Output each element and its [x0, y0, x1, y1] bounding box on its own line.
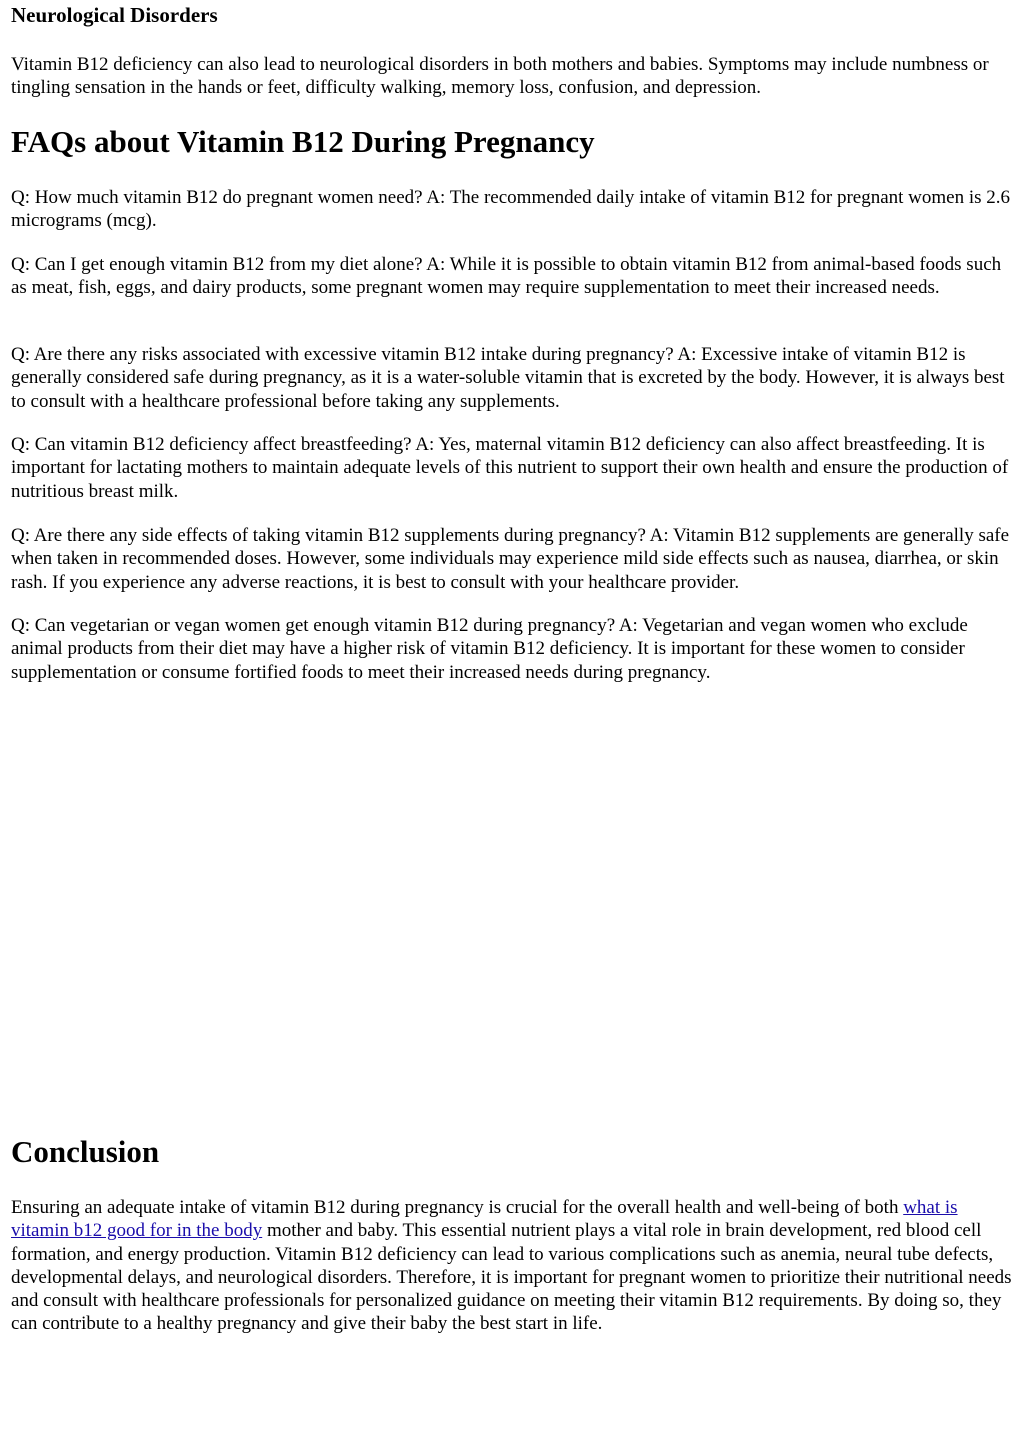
- conclusion-paragraph: [11, 1196, 1013, 1336]
- vitamin-b12-body-link[interactable]: what is vitamin b12 good for in the body: [11, 1197, 958, 1242]
- faq-item-5: Q: Are there any side effects of taking vitamin B12 supplements during pregnancy? A: Vitamin B12 supplements are generally safe when taken in recommended doses. However, some individuals may experience mild side effects such as nausea, diarrhea, or skin rash. If you experience any adverse reactions, it is best to consult with your healthcare provider.: [11, 525, 1010, 593]
- faq-item-6: Q: Can vegetarian or vegan women get enough vitamin B12 during pregnancy? A: Vegetarian and vegan women who exclude animal products from their diet may have a higher risk of vitamin B12 deficiency. It is important for these women to consider supplementation or consume fortified foods to meet their increased needs during pregnancy.: [11, 615, 968, 683]
- faq-item-1: Q: How much vitamin B12 do pregnant women need? A: The recommended daily intake of vitamin B12 for pregnant women is 2.6 micrograms (mcg).: [11, 187, 1011, 232]
- neurological-disorders-paragraph: Vitamin B12 deficiency can also lead to neurological disorders in both mothers and babies. Symptoms may include numbness or tingling sensation in the hands or feet, difficulty walking, memory loss, confusion, and depression.: [11, 54, 989, 99]
- faq-item-4: Q: Can vitamin B12 deficiency affect breastfeeding? A: Yes, maternal vitamin B12 deficiency can also affect breastfeeding. It is important for lactating mothers to maintain adequate levels of this nutrient to support their own health and ensure the production of nutritious breast milk.: [11, 434, 1009, 502]
- conclusion-text-before-link: Ensuring an adequate intake of vitamin B12 during pregnancy is crucial for the overall health and well-being of both: [11, 1197, 904, 1218]
- conclusion-heading: Conclusion: [11, 1134, 160, 1169]
- conclusion-text-after-link: mother and baby. This essential nutrient plays a vital role in brain development, red blood cell formation, and energy production. Vitamin B12 deficiency can lead to various complications such as anemia, neural tube defects, developmental delays, and neurological disorders. Therefore, it is important for pregnant women to prioritize their nutritional needs and consult with healthcare professionals for personalized guidance on meeting their vitamin B12 requirements. By doing so, they can contribute to a healthy pregnancy and give their baby the best start in life.: [11, 1220, 1012, 1335]
- neurological-disorders-heading: Neurological Disorders: [11, 3, 218, 27]
- faq-item-3: Q: Are there any risks associated with excessive vitamin B12 intake during pregnancy? A: Excessive intake of vitamin B12 is generally considered safe during pregnancy, as it is a water-soluble vitamin that is excreted by the body. However, it is always best to consult with a healthcare professional before taking any supplements.: [11, 344, 1005, 412]
- faqs-heading: FAQs about Vitamin B12 During Pregnancy: [11, 124, 595, 159]
- faq-item-2: Q: Can I get enough vitamin B12 from my diet alone? A: While it is possible to obtain vitamin B12 from animal-based foods such as meat, fish, eggs, and dairy products, some pregnant women may require supplementation to meet their increased needs.: [11, 254, 1002, 299]
